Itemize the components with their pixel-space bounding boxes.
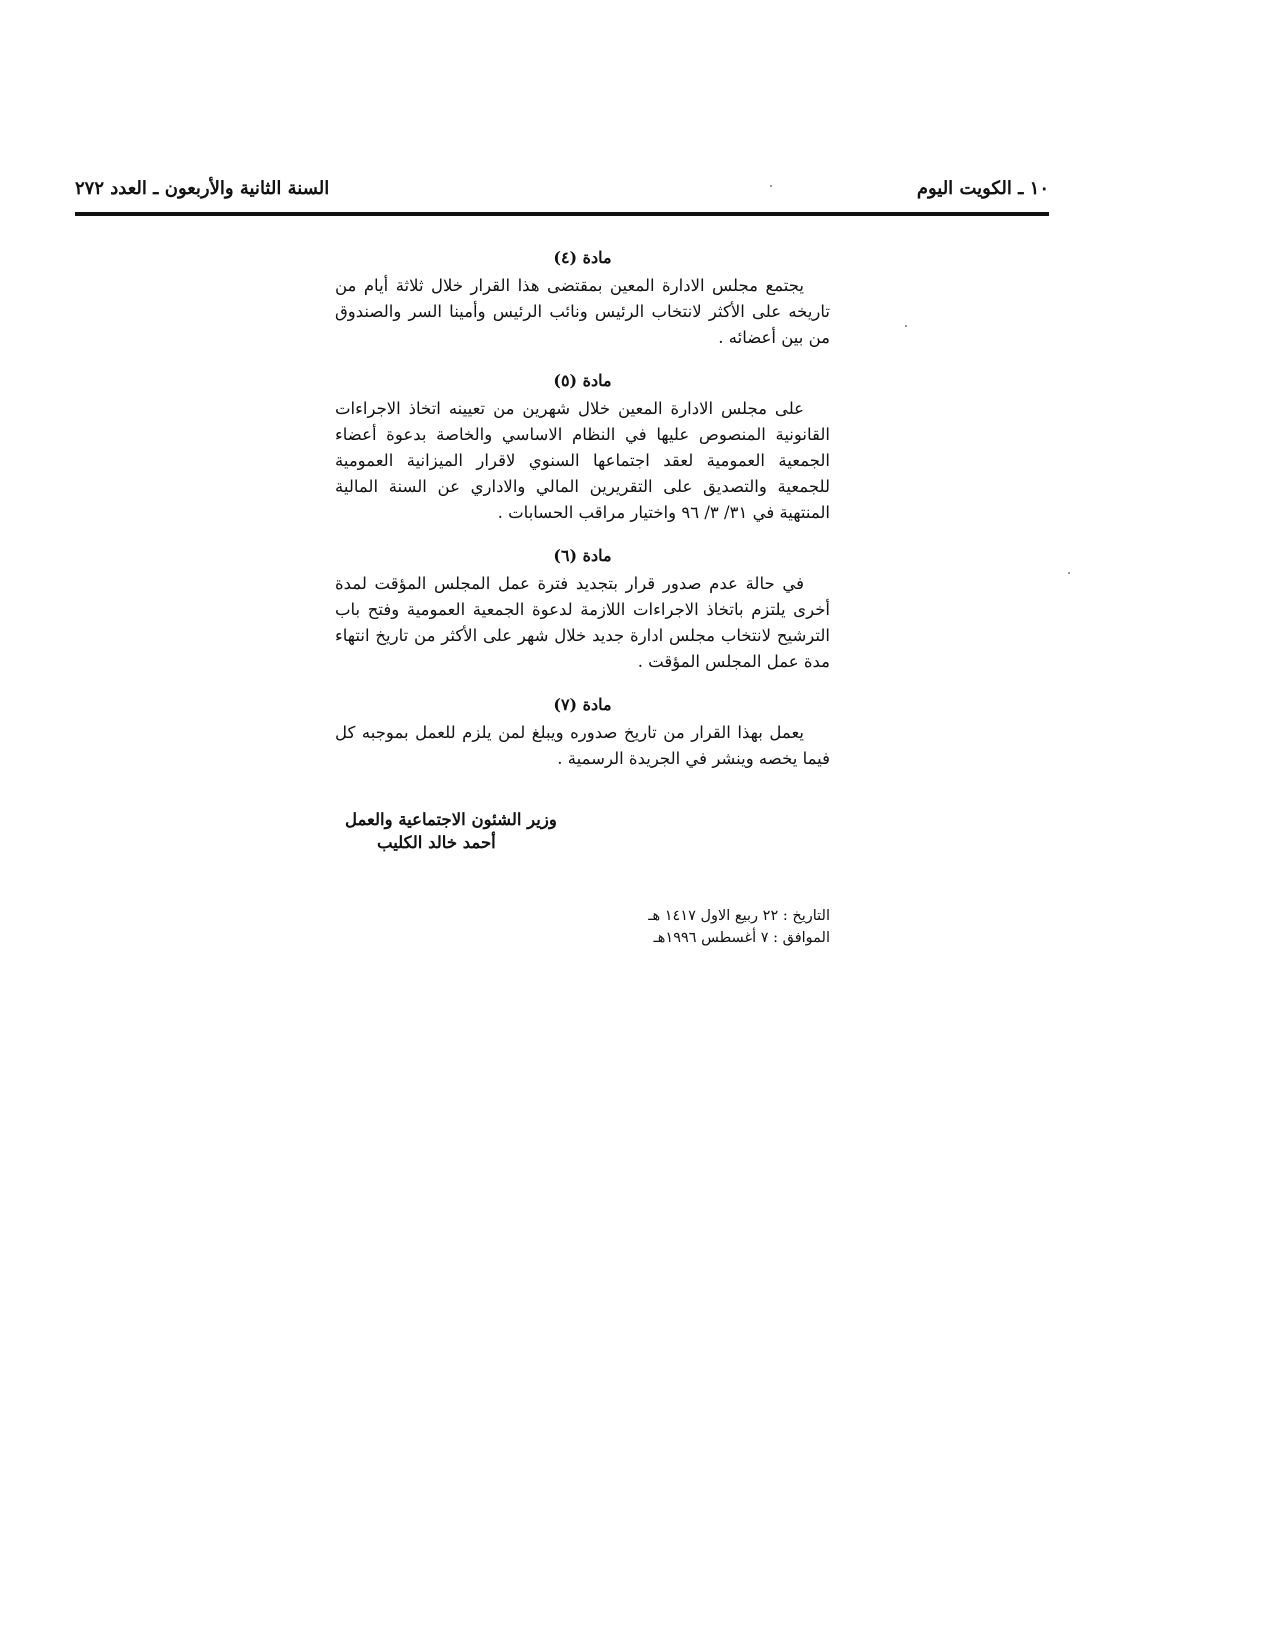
article-text: يعمل بهذا القرار من تاريخ صدوره ويبلغ لمن يلزم للعمل بموجبه كل فيما يخصه وينشر في الجريدة الرسمية . [335,723,830,768]
page-header [75,178,1049,214]
article-6 [335,546,830,675]
article-title: مادة (٤) [553,248,612,267]
header-issue-info: السنة الثانية والأربعون ـ العدد ٢٧٢ [75,178,330,199]
article-text: يجتمع مجلس الادارة المعين بمقتضى هذا القرار خلال ثلاثة أيام من تاريخه على الأكثر لانتخاب الرئيس ونائب الرئيس وأمينا السر والصندوق من بين أعضائه . [335,276,830,347]
scan-speck [905,325,907,327]
article-title: مادة (٧) [553,695,612,714]
date-block [590,905,830,949]
article-4 [335,248,830,351]
article-title: مادة (٦) [553,546,612,565]
header-page-number-title: ١٠ ـ الكويت اليوم [916,178,1049,199]
signatory-name: أحمد خالد الكليب [377,833,496,852]
article-7 [335,695,830,772]
article-text: في حالة عدم صدور قرار بتجديد فترة عمل المجلس المؤقت لمدة أخرى يلتزم باتخاذ الاجراءات اللازمة لدعوة الجمعية العمومية وفتح باب الترشيح لانتخاب مجلس ادارة جديد خلال شهر على الأكثر من تاريخ انتهاء مدة عمل المجلس المؤقت . [335,574,830,671]
article-5 [335,371,830,526]
decree-body [335,248,830,792]
hijri-date: التاريخ : ٢٢ ربيع الاول ١٤١٧ هـ [648,908,830,924]
signature-block [335,810,805,852]
header-divider [75,212,1049,216]
article-text: على مجلس الادارة المعين خلال شهرين من تعيينه اتخاذ الاجراءات القانونية المنصوص عليها في النظام الاساسي والخاصة بدعوة أعضاء الجمعية العمومية لعقد اجتماعها السنوي لاقرار الميزانية العمومية للجمعية والتصديق على التقريرين المالي والاداري عن السنة المالية المنتهية في ٣١/ ٣/ ٩٦ واختيار مراقب الحسابات . [335,399,830,522]
article-title: مادة (٥) [553,371,612,390]
gregorian-date: الموافق : ٧ أغسطس ١٩٩٦هـ [653,930,830,946]
signatory-title: وزير الشئون الاجتماعية والعمل [345,810,557,829]
scan-speck [770,185,772,187]
scan-speck [1068,572,1070,574]
